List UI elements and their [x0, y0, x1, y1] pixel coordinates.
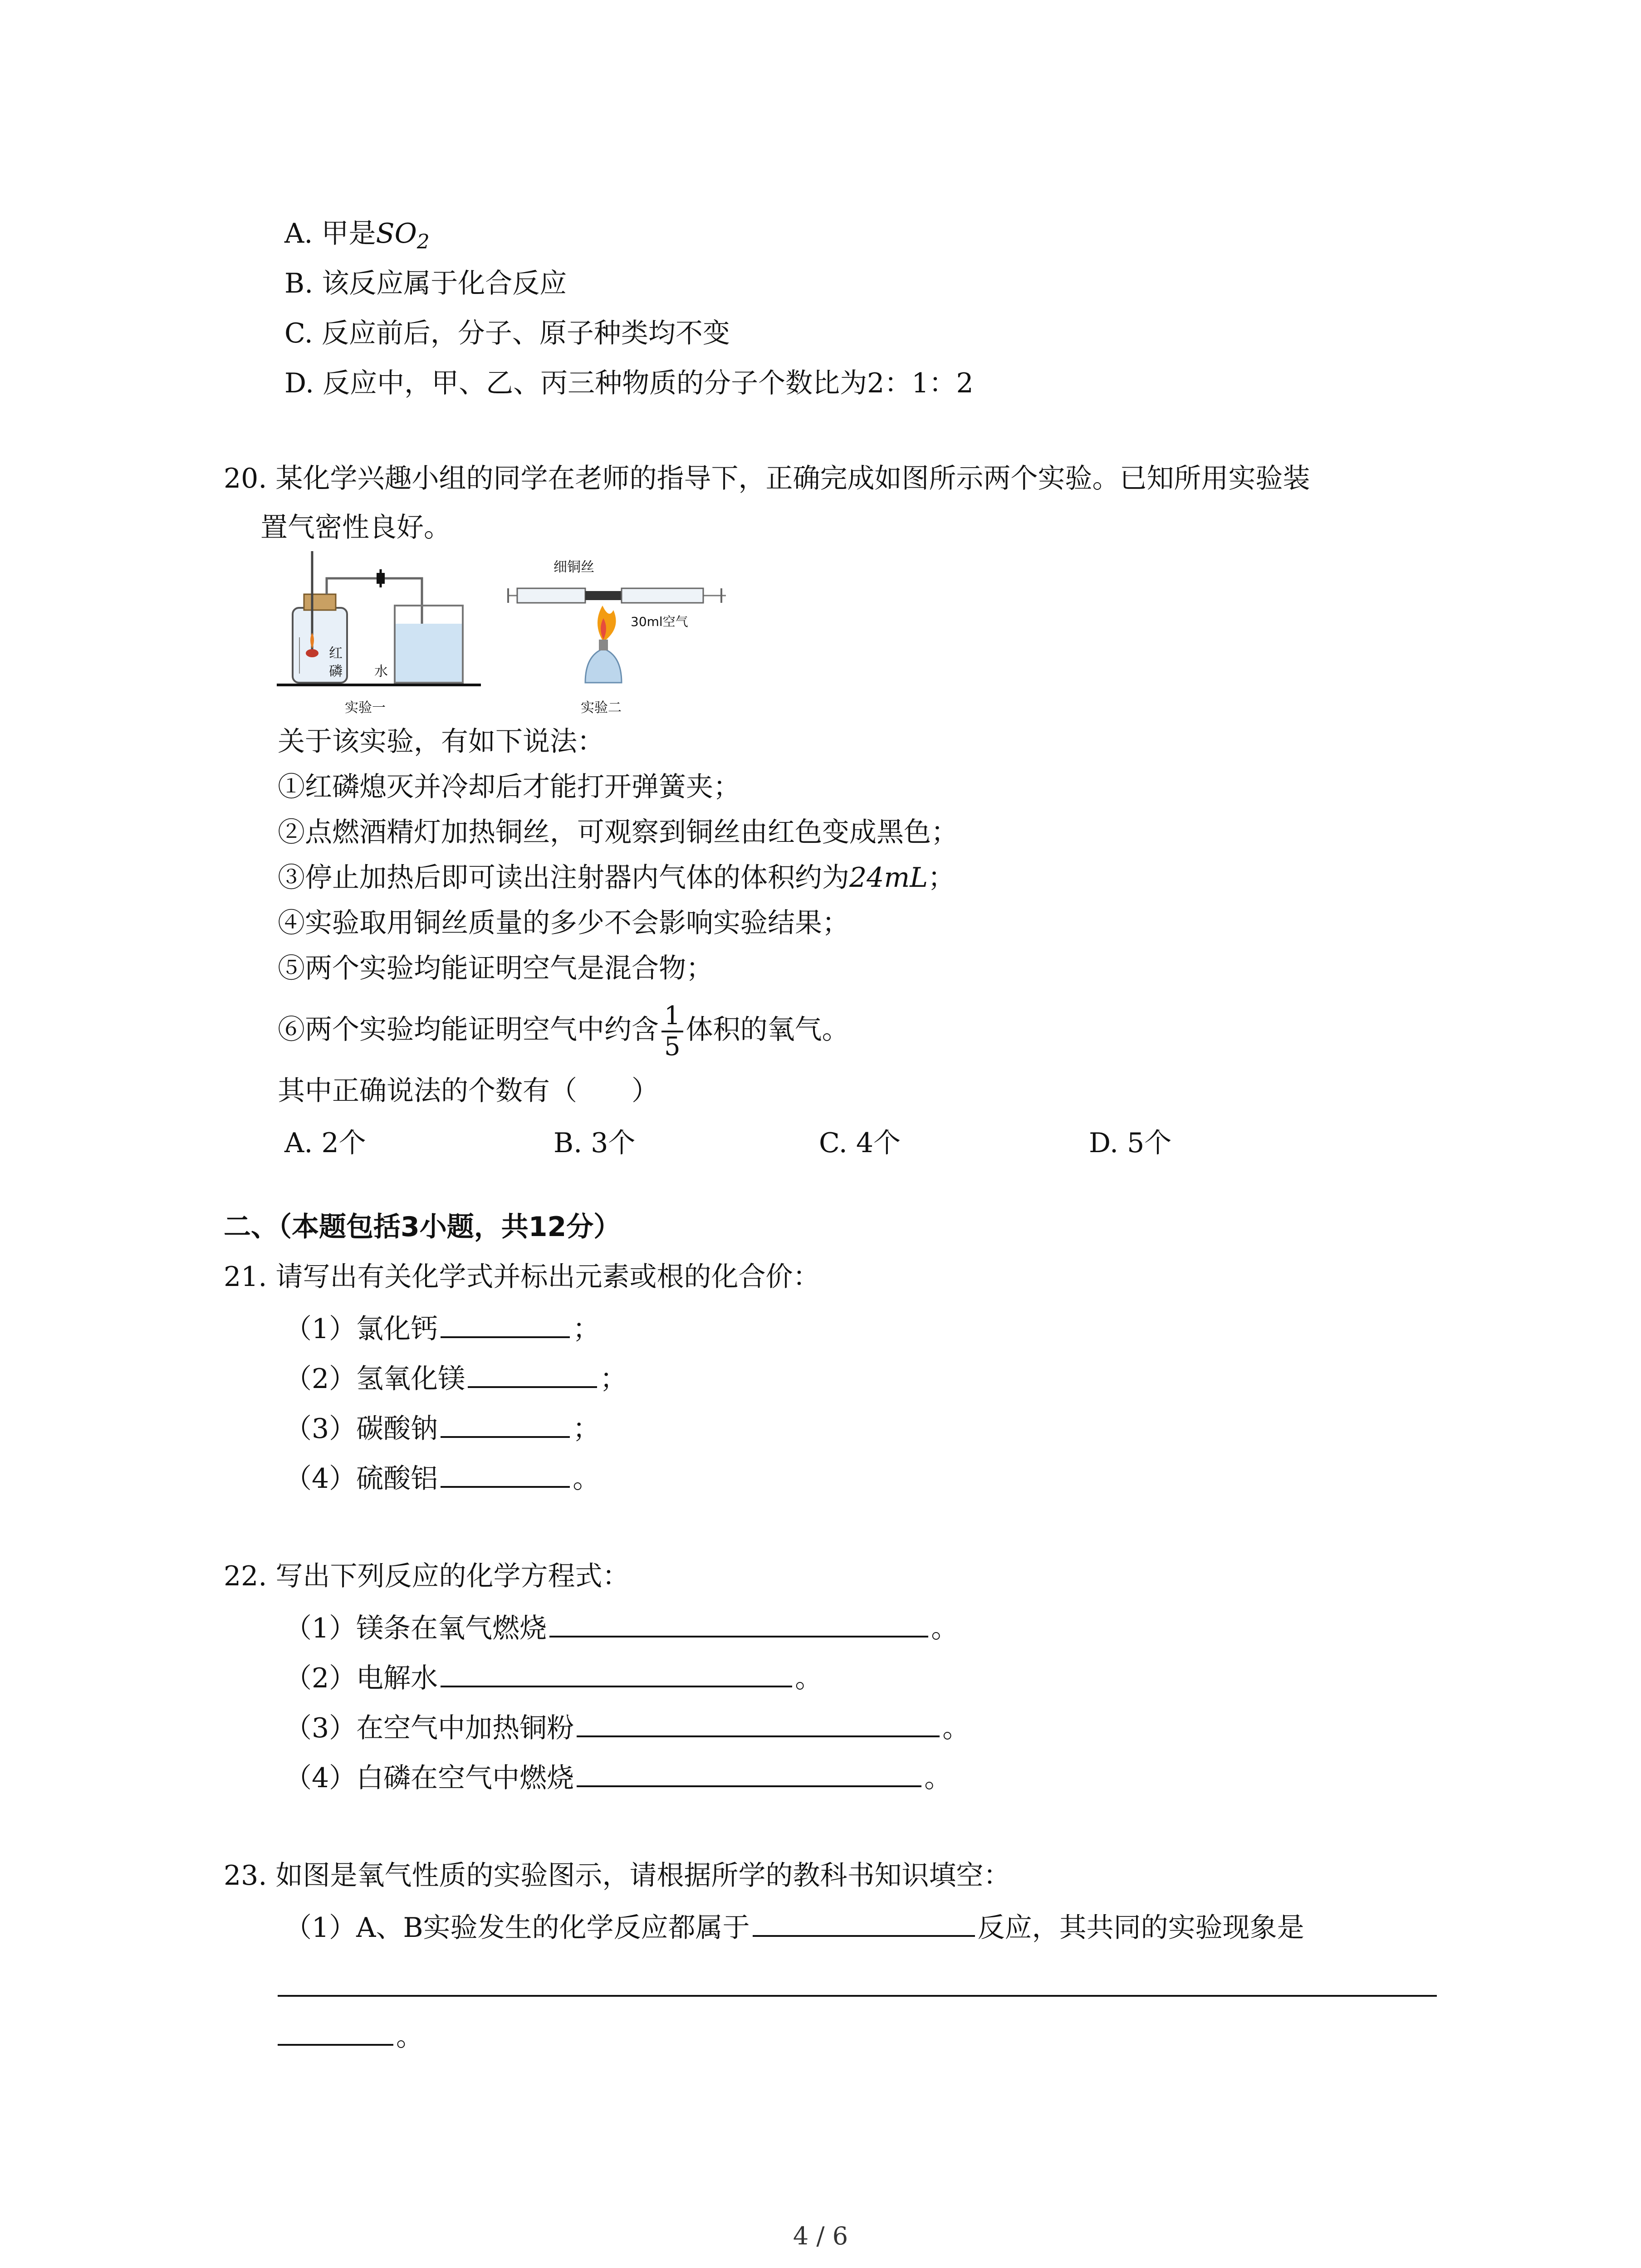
q19-option-a-text: A. 甲是	[284, 218, 376, 249]
q22-item-2-blank[interactable]	[441, 1656, 792, 1687]
q19-option-a	[284, 213, 430, 263]
q20-stem-line1: 20. 某化学兴趣小组的同学在老师的指导下，正确完成如图所示两个实验。已知所用实验装	[224, 463, 1310, 494]
q21-item-2-blank[interactable]	[468, 1356, 597, 1388]
q20-statement-3-text: ③停止加热后即可读出注射器内气体的体积约为	[278, 862, 849, 894]
q22-item-3-blank[interactable]	[577, 1706, 940, 1737]
q20-option-a: A. 2个	[284, 1127, 366, 1159]
q20-question: 其中正确说法的个数有（ ）	[278, 1075, 659, 1107]
q21-item-4-label: （4）硫酸铝	[284, 1463, 438, 1495]
q22-stem: 22. 写出下列反应的化学方程式：	[224, 1560, 630, 1592]
q23-item-1-blank-type[interactable]	[753, 1905, 975, 1937]
q20-statement-1: ①红磷熄灭并冷却后才能打开弹簧夹；	[278, 771, 740, 803]
q22-item-4-label: （4）白磷在空气中燃烧	[284, 1762, 574, 1794]
q19-option-a-formula: SO	[376, 218, 417, 249]
q21-item-4	[284, 1456, 600, 1499]
q22-item-1-label: （1）镁条在氧气燃烧	[284, 1613, 547, 1644]
q23-item-1-label: （1）A、B实验发生的化学反应都属于	[284, 1912, 750, 1944]
q22-item-1-blank[interactable]	[549, 1606, 928, 1637]
q23-item-1-end: 。	[396, 2021, 423, 2053]
experiment-2-apparatus	[508, 559, 726, 716]
q20-statement-4: ④实验取用铜丝质量的多少不会影响实验结果；	[278, 907, 849, 939]
q20-option-b: B. 3个	[554, 1127, 636, 1159]
q23-stem: 23. 如图是氧气性质的实验图示，请根据所学的教科书知识填空：	[224, 1860, 1011, 1892]
q19-option-d: D. 反应中，甲、乙、丙三种物质的分子个数比为2：1：2	[284, 367, 974, 399]
q21-item-4-blank[interactable]	[441, 1456, 570, 1488]
q23-answer-line[interactable]	[278, 1995, 1437, 1997]
q22-item-2-end: 。	[795, 1662, 823, 1694]
exp1-label-red-2: 磷	[329, 664, 343, 679]
q20-experiment-figure	[272, 547, 735, 723]
q20-statement-5: ⑤两个实验均能证明空气是混合物；	[278, 953, 713, 984]
q22-item-3-end: 。	[942, 1712, 970, 1744]
q21-stem: 21. 请写出有关化学式并标出元素或根的化合价：	[224, 1261, 820, 1293]
exp2-caption: 实验二	[581, 700, 622, 716]
q19-option-b: B. 该反应属于化合反应	[284, 268, 567, 299]
q21-item-3	[284, 1406, 600, 1449]
q23-item-1-text: 反应，其共同的实验现象是	[977, 1912, 1304, 1944]
exp1-caption: 实验一	[345, 700, 386, 716]
fraction-numerator: 1	[661, 1002, 683, 1032]
q21-item-2-label: （2）氢氧化镁	[284, 1363, 465, 1395]
q22-item-4-end: 。	[924, 1762, 952, 1794]
q21-item-3-label: （3）碳酸钠	[284, 1413, 438, 1445]
q20-statement-2: ②点燃酒精灯加热铜丝，可观察到铜丝由红色变成黑色；	[278, 816, 958, 848]
page-number: 4 / 6	[793, 2222, 848, 2250]
q22-item-2-label: （2）电解水	[284, 1662, 438, 1694]
q21-item-1-label: （1）氯化钙	[284, 1313, 438, 1345]
exp2-label-wire: 细铜丝	[554, 559, 594, 575]
q20-statement-6	[278, 996, 849, 1064]
q20-intro: 关于该实验，有如下说法：	[278, 726, 604, 758]
q20-statement-6-text: ⑥两个实验均能证明空气中约含	[278, 1014, 659, 1046]
fraction-one-fifth	[661, 1002, 683, 1061]
q23-item-1	[284, 1905, 1304, 1948]
q20-option-c: C. 4个	[819, 1127, 901, 1159]
q22-item-1-end: 。	[931, 1613, 959, 1644]
q21-item-1	[284, 1306, 600, 1349]
q21-item-1-end: ；	[573, 1313, 600, 1345]
q20-statement-3	[278, 857, 955, 898]
q22-item-3	[284, 1706, 970, 1749]
exp2-label-air: 30ml空气	[631, 614, 688, 629]
q21-item-3-blank[interactable]	[441, 1406, 570, 1438]
fraction-denominator: 5	[664, 1032, 681, 1062]
q23-item-1-blank-tail[interactable]	[278, 2014, 393, 2046]
exp1-label-red-1: 红	[329, 645, 343, 661]
q22-item-3-label: （3）在空气中加热铜粉	[284, 1712, 574, 1744]
q19-option-c: C. 反应前后，分子、原子种类均不变	[284, 318, 730, 349]
q21-item-2	[284, 1356, 627, 1399]
q21-item-4-end: 。	[573, 1463, 600, 1495]
q22-item-4-blank[interactable]	[577, 1755, 921, 1787]
q20-statement-6-end: 体积的氧气。	[686, 1014, 849, 1046]
q23-item-1-tail	[278, 2014, 423, 2057]
section-2-title: 二、（本题包括3小题，共12分）	[224, 1211, 621, 1243]
q21-item-2-end: ；	[600, 1363, 627, 1395]
experiment-1-apparatus	[277, 551, 481, 716]
q21-item-1-blank[interactable]	[441, 1306, 570, 1338]
q20-option-d: D. 5个	[1089, 1127, 1172, 1159]
q22-item-1	[284, 1606, 958, 1649]
q22-item-4	[284, 1755, 951, 1799]
q20-stem-line2: 置气密性良好。	[260, 512, 451, 543]
q22-item-2	[284, 1656, 822, 1699]
q20-statement-3-value: 24mL	[849, 862, 928, 894]
q21-item-3-end: ；	[573, 1413, 600, 1445]
q19-option-a-subscript: 2	[416, 230, 430, 254]
q20-statement-3-end: ；	[928, 862, 955, 894]
exp1-label-water: 水	[374, 664, 388, 679]
